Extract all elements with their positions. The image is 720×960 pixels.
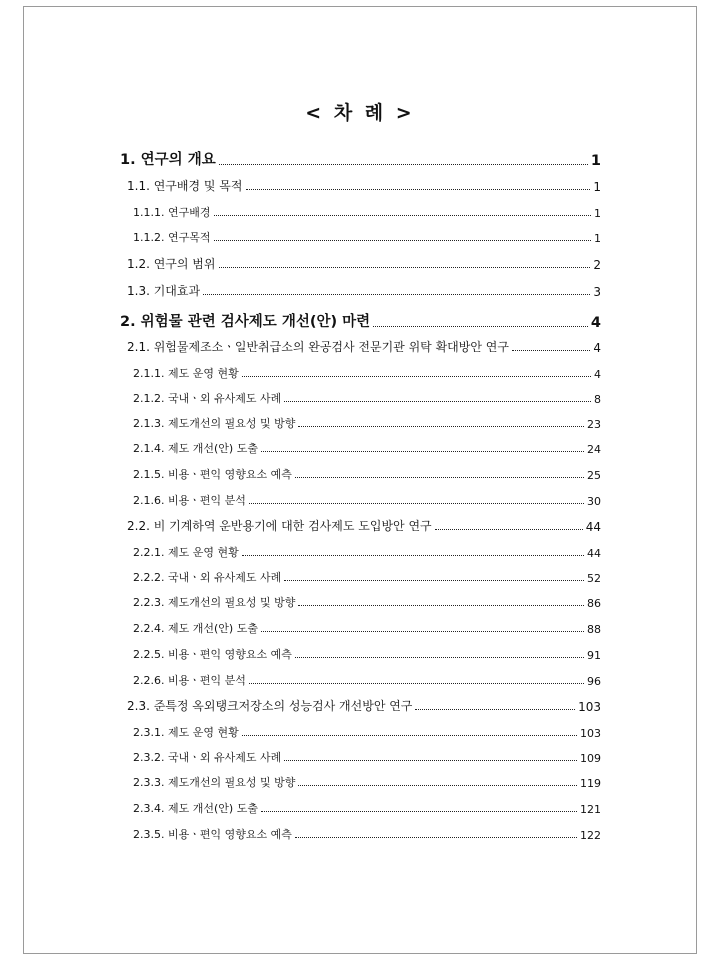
toc-entry[interactable] — [127, 177, 601, 194]
toc-entry[interactable] — [133, 826, 601, 842]
toc-entry[interactable] — [133, 544, 601, 560]
dot-leader — [214, 215, 592, 216]
toc-entry-page: 4 — [593, 341, 601, 355]
toc-entry-title: 2.1.2. 국내ㆍ외 유사제도 사례 — [133, 392, 282, 405]
toc-entry-title: 2.3.5. 비용ㆍ편익 영향요소 예측 — [133, 828, 292, 841]
toc-entry-page: 52 — [587, 572, 601, 585]
dot-leader — [219, 267, 591, 268]
toc-entry-title: 2. 위험물 관련 검사제도 개선(안) 마련 — [120, 314, 371, 330]
toc-entry-title: 2.2.4. 제도 개선(안) 도출 — [133, 622, 258, 635]
toc-entry-page: 121 — [580, 803, 601, 816]
dot-leader — [261, 631, 584, 632]
toc-entry[interactable] — [133, 672, 601, 688]
dot-leader — [298, 785, 577, 786]
dot-leader — [242, 376, 591, 377]
toc-entry-page: 2 — [593, 258, 601, 272]
toc-entry-page: 23 — [587, 418, 601, 431]
toc-entry[interactable] — [133, 800, 601, 816]
toc-entry[interactable] — [133, 749, 601, 765]
toc-entry-page: 30 — [587, 495, 601, 508]
toc-entry-title: 2.2.2. 국내ㆍ외 유사제도 사례 — [133, 571, 282, 584]
toc-entry-title: 2.2.6. 비용ㆍ편익 분석 — [133, 674, 246, 687]
toc-entry[interactable] — [133, 440, 601, 456]
toc-entry-title: 2.1.6. 비용ㆍ편익 분석 — [133, 494, 246, 507]
toc-entry[interactable] — [133, 204, 601, 220]
toc-entry[interactable] — [127, 255, 601, 272]
toc-entry[interactable] — [133, 724, 601, 740]
toc-entry[interactable] — [127, 697, 601, 714]
toc-entry[interactable] — [133, 646, 601, 662]
toc-entry-page: 3 — [593, 285, 601, 299]
toc-entry-page: 25 — [587, 469, 601, 482]
toc-entry[interactable] — [133, 620, 601, 636]
toc-entry-title: 2.1.4. 제도 개선(안) 도출 — [133, 442, 258, 455]
toc-entry-page: 103 — [578, 700, 601, 714]
toc-entry-page: 1 — [590, 153, 601, 169]
page-title: < 차 례 > — [305, 102, 415, 124]
toc-entry[interactable] — [133, 492, 601, 508]
toc-entry-page: 88 — [587, 623, 601, 636]
toc-entry[interactable] — [127, 282, 601, 299]
dot-leader — [284, 760, 577, 761]
dot-leader — [295, 477, 584, 478]
toc-entry-page: 91 — [587, 649, 601, 662]
toc-entry[interactable] — [133, 365, 601, 381]
toc-entry-title: 1.2. 연구의 범위 — [127, 257, 216, 271]
dot-leader — [298, 426, 584, 427]
toc-entry-title: 2.3.1. 제도 운영 현황 — [133, 726, 239, 739]
toc-entry-title: 1.3. 기대효과 — [127, 284, 201, 298]
toc-entry-title: 2.1.5. 비용ㆍ편익 영향요소 예측 — [133, 468, 292, 481]
toc-entry-page: 96 — [587, 675, 601, 688]
dot-leader — [295, 657, 584, 658]
toc-entry[interactable] — [133, 229, 601, 245]
dot-leader — [512, 350, 590, 351]
toc-entry-title: 2.1.1. 제도 운영 현황 — [133, 367, 239, 380]
toc-entry-title: 1. 연구의 개요 — [120, 152, 216, 168]
toc-entry-title: 1.1.2. 연구목적 — [133, 231, 211, 244]
toc-entry-title: 2.3.3. 제도개선의 필요성 및 방향 — [133, 776, 296, 789]
toc-entry-page: 8 — [594, 393, 601, 406]
dot-leader — [298, 605, 584, 606]
dot-leader — [284, 401, 591, 402]
dot-leader — [261, 811, 577, 812]
toc-entry-page: 4 — [594, 368, 601, 381]
toc-entry-title: 2.1. 위험물제조소ㆍ일반취급소의 완공검사 전문기관 위탁 확대방안 연구 — [127, 340, 509, 354]
toc-entry[interactable] — [120, 310, 601, 331]
dot-leader — [249, 683, 584, 684]
toc-entry[interactable] — [120, 148, 601, 169]
toc-entry-title: 2.3. 준특정 옥외탱크저장소의 성능검사 개선방안 연구 — [127, 699, 413, 713]
toc-entry-title: 2.2.3. 제도개선의 필요성 및 방향 — [133, 596, 296, 609]
dot-leader — [435, 529, 583, 530]
toc-entry-title: 2.2.5. 비용ㆍ편익 영향요소 예측 — [133, 648, 292, 661]
toc-entry-page: 44 — [585, 520, 601, 534]
toc-entry-title: 2.3.2. 국내ㆍ외 유사제도 사례 — [133, 751, 282, 764]
toc-entry-page: 109 — [580, 752, 601, 765]
toc-entry-page: 86 — [587, 597, 601, 610]
dot-leader — [295, 837, 577, 838]
toc-entry[interactable] — [133, 774, 601, 790]
dot-leader — [261, 451, 584, 452]
toc-entry-title: 2.2.1. 제도 운영 현황 — [133, 546, 239, 559]
toc-entry[interactable] — [133, 594, 601, 610]
dot-leader — [203, 294, 590, 295]
toc-entry-title: 2.2. 비 기계하역 운반용기에 대한 검사제도 도입방안 연구 — [127, 519, 432, 533]
dot-leader — [415, 709, 575, 710]
toc-entry-page: 4 — [590, 315, 601, 331]
dot-leader — [246, 189, 591, 190]
toc-entry[interactable] — [133, 466, 601, 482]
toc-entry-page: 1 — [594, 207, 601, 220]
dot-leader — [219, 164, 588, 165]
toc-entry[interactable] — [127, 338, 601, 355]
toc-entry-title: 1.1. 연구배경 및 목적 — [127, 179, 243, 193]
toc-entry-title: 2.3.4. 제도 개선(안) 도출 — [133, 802, 258, 815]
toc-entry-page: 119 — [580, 777, 601, 790]
toc-entry-title: 1.1.1. 연구배경 — [133, 206, 211, 219]
dot-leader — [249, 503, 584, 504]
toc-entry[interactable] — [133, 415, 601, 431]
toc-entry-page: 122 — [580, 829, 601, 842]
toc-entry[interactable] — [127, 517, 601, 534]
toc-entry-page: 1 — [594, 232, 601, 245]
dot-leader — [284, 580, 584, 581]
dot-leader — [242, 555, 584, 556]
toc-entry-page: 1 — [593, 180, 601, 194]
toc-entry[interactable] — [133, 569, 601, 585]
toc-entry-page: 24 — [587, 443, 601, 456]
toc-entry-title: 2.1.3. 제도개선의 필요성 및 방향 — [133, 417, 296, 430]
dot-leader — [214, 240, 592, 241]
toc-entry-page: 103 — [580, 727, 601, 740]
dot-leader — [242, 735, 577, 736]
toc-entry[interactable] — [133, 390, 601, 406]
dot-leader — [373, 326, 588, 327]
toc-entry-page: 44 — [587, 547, 601, 560]
